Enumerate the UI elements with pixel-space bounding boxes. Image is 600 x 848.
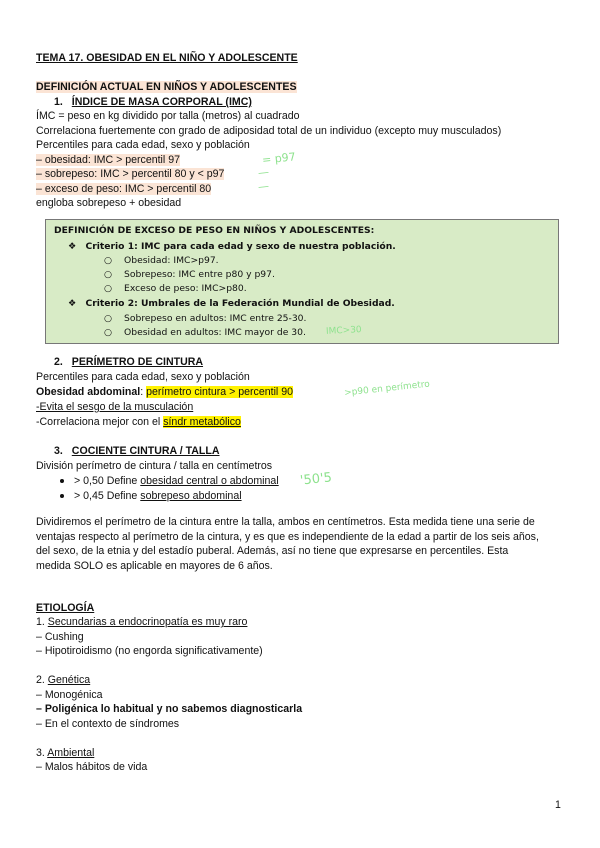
cintura-obes-colon: :: [140, 386, 147, 398]
imc-criterion-obesidad-text: – obesidad: IMC > percentil 97: [36, 154, 180, 166]
box-c1-item-3-text: Exceso de peso: IMC>p80.: [124, 283, 247, 294]
etiologia-item-1-line-1: – Cushing: [36, 631, 84, 643]
cociente-paragraph-line-1: Dividiremos el perímetro de la cintura entre la talla, ambos en centímetros. Esta medida tiene una serie de: [36, 516, 535, 528]
box-title: DEFINICIÓN DE EXCESO DE PESO EN NIÑOS Y ADOLESCENTES:: [54, 225, 375, 236]
imc-line-1: ÍMC = peso en kg dividido por talla (metros) al cuadrado: [36, 110, 300, 122]
box-criterion-1-text: Criterio 1: IMC para cada edad y sexo de nuestra población.: [85, 241, 396, 252]
handwritten-note-imc30: IMC>30: [325, 325, 362, 337]
cociente-bullet-2-prefix: > 0,45 Define: [74, 490, 141, 502]
etiologia-item-3: [36, 746, 94, 760]
circle-bullet-icon: ○: [104, 255, 113, 266]
document-title: TEMA 17. OBESIDAD EN EL NIÑO Y ADOLESCENTE: [36, 52, 298, 64]
handwritten-dash-2: —: [257, 179, 270, 194]
section-heading-definicion: [36, 80, 297, 94]
box-criterion-2-text: Criterio 2: Umbrales de la Federación Mundial de Obesidad.: [85, 298, 395, 309]
etiologia-item-2-line-3: – En el contexto de síndromes: [36, 718, 180, 730]
box-c1-item-1-text: Obesidad: IMC>p97.: [124, 255, 219, 266]
box-c2-item-2: [104, 327, 306, 339]
etiologia-item-2-line-2: – Poligénica lo habitual y no sabemos diagnosticarla: [36, 703, 303, 715]
box-c1-item-2-text: Sobrepeso: IMC entre p80 y p97.: [124, 269, 275, 280]
etiologia-item-1-heading: Secundarias a endocrinopatía es muy raro: [47, 616, 248, 628]
cociente-paragraph-line-3: del sexo, de la etnia y del estadío puberal. Además, así no tiene que expresarse en percentiles. Esta: [36, 545, 509, 557]
imc-heading-text: ÍNDICE DE MASA CORPORAL (IMC): [71, 96, 252, 108]
cociente-bullet-2-link: sobrepeso abdominal: [140, 490, 242, 502]
box-c1-item-2: [104, 269, 275, 281]
box-c2-item-1: [104, 313, 306, 325]
handwritten-note-050: '50'5: [299, 470, 333, 489]
etiologia-heading: ETIOLOGÍA: [36, 602, 95, 614]
etiologia-item-3-num: 3.: [36, 747, 48, 759]
circle-bullet-icon: ○: [104, 327, 113, 338]
cintura-line-1: Percentiles para cada edad, sexo y población: [36, 371, 250, 383]
cintura-obesidad-abdominal: [36, 385, 293, 399]
diamond-bullet-icon: ❖: [68, 298, 77, 309]
imc-criterion-exceso: [36, 182, 211, 196]
cintura-number: 2.: [54, 356, 63, 368]
cintura-obes-label: Obesidad abdominal: [36, 386, 141, 398]
cociente-bullet-1-link: obesidad central o abdominal: [140, 475, 279, 487]
imc-line-3: Percentiles para cada edad, sexo y población: [36, 139, 250, 151]
cintura-line-3: -Evita el sesgo de la musculación: [36, 401, 194, 413]
imc-line-2: Correlaciona fuertemente con grado de adiposidad total de un individuo (excepto muy musculados): [36, 125, 502, 137]
circle-bullet-icon: ○: [104, 313, 113, 324]
cociente-paragraph-line-4: medida SOLO es aplicable en mayores de 6 años.: [36, 560, 273, 572]
etiologia-item-2-num: 2.: [36, 674, 48, 686]
cociente-number: 3.: [54, 445, 63, 457]
box-c1-item-3: [104, 283, 247, 295]
box-criterion-2: [68, 298, 395, 310]
cociente-paragraph-line-2: ventajas respecto al perímetro de la cintura, y es que es independiente de la edad a partir de los seis años,: [36, 531, 539, 543]
cociente-heading: [54, 444, 220, 458]
cociente-line-1: División perímetro de cintura / talla en centímetros: [36, 460, 273, 472]
cintura-sindrome-link: síndr metabólico: [163, 416, 241, 428]
page-number: 1: [555, 799, 561, 811]
cociente-bullet-1: [60, 474, 279, 488]
box-c1-item-1: [104, 255, 219, 267]
definition-box: [45, 219, 559, 344]
bullet-dot-icon: [60, 479, 64, 483]
imc-criterion-sobrepeso-text: – sobrepeso: IMC > percentil 80 y < p97: [36, 168, 225, 180]
cociente-bullet-1-prefix: > 0,50 Define: [74, 475, 141, 487]
cintura-line-4-prefix: -Correlaciona mejor con el: [36, 416, 164, 428]
circle-bullet-icon: ○: [104, 269, 113, 280]
etiologia-item-1: [36, 615, 247, 629]
cintura-line-4: [36, 415, 241, 429]
cintura-obes-value: perímetro cintura > percentil 90: [146, 386, 294, 398]
etiologia-item-2-line-1: – Monogénica: [36, 689, 103, 701]
handwritten-dash-1: —: [257, 165, 270, 180]
box-criterion-1: [68, 241, 396, 253]
cintura-heading-text: PERÍMETRO DE CINTURA: [71, 356, 204, 368]
circle-bullet-icon: ○: [104, 283, 113, 294]
bullet-dot-icon: [60, 494, 64, 498]
imc-criterion-obesidad: [36, 153, 180, 167]
box-c2-item-2-text: Obesidad en adultos: IMC mayor de 30.: [124, 327, 306, 338]
etiologia-item-3-line-1: – Malos hábitos de vida: [36, 761, 148, 773]
cintura-heading: [54, 355, 203, 369]
imc-criterion-exceso-text: – exceso de peso: IMC > percentil 80: [36, 183, 212, 195]
imc-heading: [54, 95, 252, 109]
etiologia-item-1-line-2: – Hipotiroidismo (no engorda significativamente): [36, 645, 263, 657]
section-heading-text: DEFINICIÓN ACTUAL EN NIÑOS Y ADOLESCENTES: [36, 81, 297, 93]
imc-footer: engloba sobrepeso + obesidad: [36, 197, 182, 209]
etiologia-item-3-heading: Ambiental: [47, 747, 95, 759]
cociente-heading-text: COCIENTE CINTURA / TALLA: [71, 445, 220, 457]
diamond-bullet-icon: ❖: [68, 241, 77, 252]
handwritten-note-p90: >p90 en perímetro: [343, 379, 431, 399]
etiologia-item-1-num: 1.: [36, 616, 48, 628]
etiologia-item-2: [36, 673, 90, 687]
imc-number: 1.: [54, 96, 63, 108]
cociente-bullet-2: [60, 489, 242, 503]
handwritten-note-p97: = p97: [261, 150, 297, 167]
box-c2-item-1-text: Sobrepeso en adultos: IMC entre 25-30.: [124, 313, 307, 324]
imc-criterion-sobrepeso: [36, 167, 224, 181]
etiologia-item-2-heading: Genética: [47, 674, 91, 686]
